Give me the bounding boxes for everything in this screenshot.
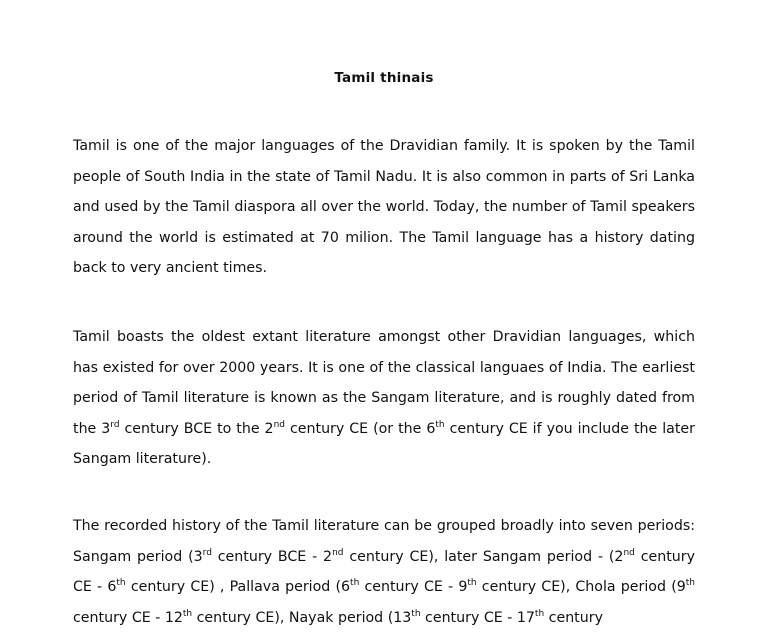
text-run: century xyxy=(544,609,603,626)
ordinal-suffix: th xyxy=(534,608,545,619)
text-run: century CE), Chola period (9 xyxy=(476,579,686,595)
text-run: The recorded history of the Tamil literature can be grouped broadly into seven periods: Sangam period (3 xyxy=(73,518,695,565)
text-run: century CE - 12 xyxy=(73,609,183,626)
ordinal-suffix: rd xyxy=(202,547,212,558)
text-run: century CE - 9 xyxy=(359,579,468,595)
text-run: century CE), Nayak period (13 xyxy=(192,609,412,626)
ordinal-suffix: th xyxy=(116,578,126,588)
text-run: century CE), later Sangam period - (2 xyxy=(343,548,624,565)
document-title: Tamil thinais xyxy=(334,70,434,86)
ordinal-suffix: th xyxy=(411,608,421,619)
ordinal-suffix: nd xyxy=(332,547,344,558)
text-run: century CE (or the 6 xyxy=(285,420,436,437)
ordinal-suffix: th xyxy=(685,578,695,588)
text-run: century BCE - 2 xyxy=(211,548,333,565)
text-run: century BCE to the 2 xyxy=(119,420,274,437)
paragraph-intro xyxy=(73,131,695,284)
text-run: century CE - 6 xyxy=(73,548,696,595)
ordinal-suffix: th xyxy=(182,608,193,619)
text-run: Tamil boasts the oldest extant literature amongst other Dravidian languages, which has existed for over 2000 years. It is one of the classical languaes of India. The earliest period of Tamil literature is known as the Sangam literature, and is roughly dated from the 3 xyxy=(73,329,695,437)
ordinal-suffix: th xyxy=(350,578,360,588)
paragraph-literature xyxy=(73,322,695,475)
ordinal-suffix: rd xyxy=(110,419,120,430)
ordinal-suffix: th xyxy=(467,578,477,588)
ordinal-suffix: nd xyxy=(273,419,286,430)
paragraph-periods xyxy=(73,511,695,633)
ordinal-suffix: th xyxy=(435,419,445,430)
text-run: century CE) , Pallava period (6 xyxy=(125,579,351,595)
text-run: century CE - 17 xyxy=(420,609,535,626)
text-run: Tamil is one of the major languages of the Dravidian family. It is spoken by the Tamil people of South India in the state of Tamil Nadu. It is also common in parts of Sri Lanka and used by the Tamil diaspora all over the world. Today, the number of Tamil speakers around the world is estimated at 70 milion. The Tamil language has a history dating back to very ancient times. xyxy=(73,138,695,276)
text-run: century CE if you include the later Sangam literature). xyxy=(73,420,695,467)
ordinal-suffix: nd xyxy=(623,547,635,558)
